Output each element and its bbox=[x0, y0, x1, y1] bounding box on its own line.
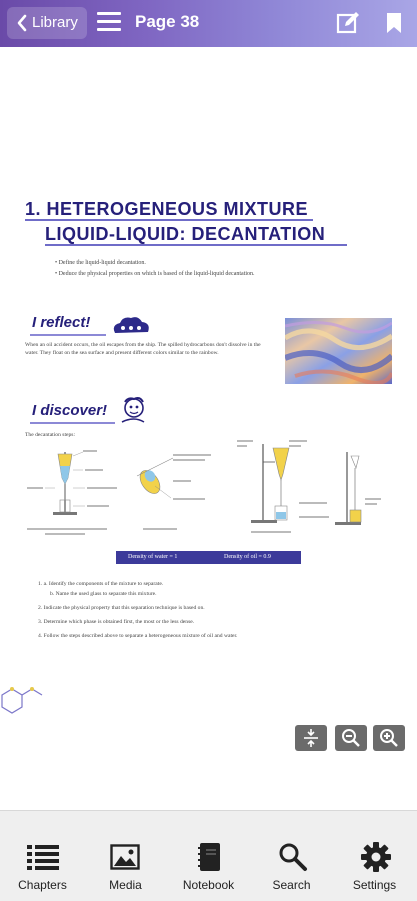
nav-label: Settings bbox=[352, 878, 397, 892]
nav-label: Search bbox=[272, 878, 311, 892]
question-item: 3. Determine which phase is obtained first, the most or the less dense. bbox=[38, 619, 195, 625]
list-icon bbox=[27, 844, 59, 870]
oil-spill-image[interactable] bbox=[285, 318, 392, 384]
nav-notebook[interactable] bbox=[167, 811, 250, 901]
library-button[interactable] bbox=[7, 7, 87, 39]
nav-settings[interactable] bbox=[333, 811, 416, 901]
character-mascot-icon bbox=[120, 396, 146, 424]
decantation-steps-diagram[interactable] bbox=[25, 440, 385, 540]
zoom-out-button[interactable] bbox=[335, 725, 367, 751]
nav-chapters[interactable] bbox=[1, 811, 84, 901]
question-item: 4. Follow the steps described above to separate a heterogeneous mixture of oil and water. bbox=[38, 633, 238, 639]
steps-label: The decantation steps: bbox=[25, 432, 76, 438]
zoom-in-icon bbox=[379, 728, 399, 748]
density-oil: Density of oil = 0.9 bbox=[224, 554, 271, 560]
fit-height-icon bbox=[301, 728, 321, 748]
objective-item: • Define the liquid-liquid decantation. bbox=[55, 260, 146, 266]
objective-item: • Deduce the physical properties on which is based of the liquid-liquid decantation. bbox=[55, 271, 255, 277]
question-item: b. Name the used glass to separate this mixture. bbox=[50, 591, 157, 597]
nav-label: Chapters bbox=[18, 878, 67, 892]
nav-media[interactable] bbox=[84, 811, 167, 901]
notebook-icon bbox=[195, 842, 225, 872]
nav-search[interactable] bbox=[250, 811, 333, 901]
title-underline bbox=[30, 334, 106, 336]
density-water: Density of water = 1 bbox=[128, 554, 178, 560]
zoom-out-icon bbox=[341, 728, 361, 748]
heading-underline bbox=[45, 244, 347, 246]
chevron-left-icon bbox=[15, 14, 29, 32]
menu-icon[interactable] bbox=[97, 12, 121, 32]
nav-label: Notebook bbox=[182, 878, 235, 892]
edit-icon[interactable] bbox=[336, 11, 360, 35]
image-icon bbox=[110, 844, 140, 870]
nav-label: Media bbox=[109, 878, 142, 892]
book-page[interactable] bbox=[0, 47, 417, 810]
page-number-title: Page 38 bbox=[135, 12, 200, 31]
title-underline bbox=[30, 422, 115, 424]
density-info-bar bbox=[116, 551, 301, 564]
reflect-paragraph: When an oil accident occurs, the oil escapes from the ship. The spilled hydrocarbons don't dissolve in the water. They float on the sea surface and present different colors similar to the rainbow. bbox=[25, 342, 261, 356]
question-item: 1. a. Identify the components of the mixture to separate. bbox=[38, 581, 164, 587]
zoom-in-button[interactable] bbox=[373, 725, 405, 751]
section-heading-line1: 1. HETEROGENEOUS MIXTURE bbox=[25, 199, 309, 219]
reflect-title: I reflect! bbox=[32, 314, 91, 331]
fit-page-button[interactable] bbox=[295, 725, 327, 751]
molecule-decoration-icon bbox=[0, 683, 44, 717]
heading-underline bbox=[25, 219, 313, 221]
gear-icon bbox=[361, 842, 391, 872]
question-item: 2. Indicate the physical property that this separation technique is based on. bbox=[38, 605, 205, 611]
top-bar bbox=[0, 0, 417, 47]
search-icon bbox=[278, 842, 308, 872]
bookmark-icon[interactable] bbox=[385, 12, 403, 34]
library-label: Library bbox=[32, 14, 78, 31]
section-heading-line2: LIQUID-LIQUID: DECANTATION bbox=[45, 224, 326, 244]
thought-cloud-icon bbox=[111, 315, 151, 337]
discover-title: I discover! bbox=[32, 402, 108, 419]
bottom-navigation bbox=[0, 810, 417, 901]
